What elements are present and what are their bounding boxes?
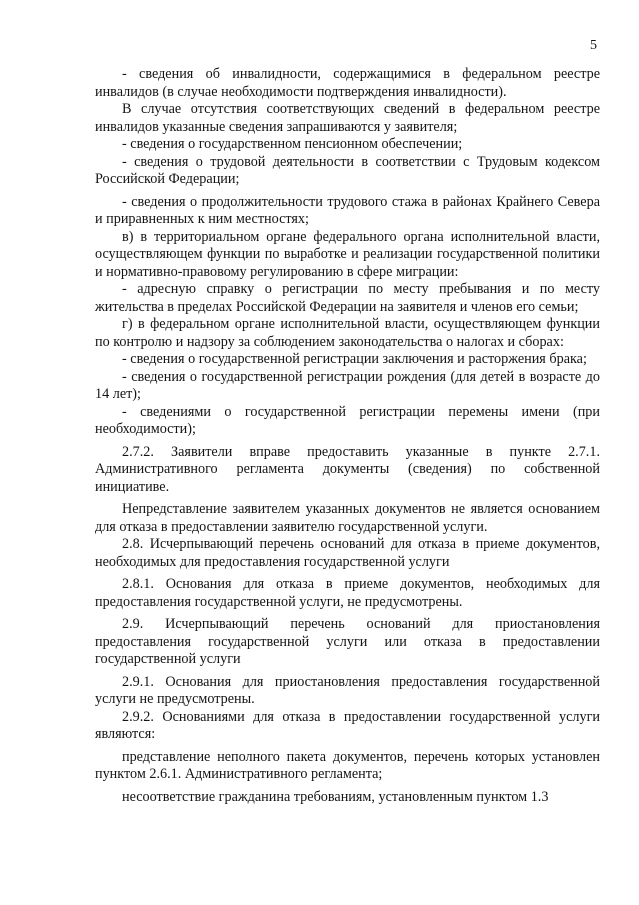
paragraph-2-8: 2.8. Исчерпывающий перечень оснований для отказа в приеме документов, необходимых для предоставления государственной услуги <box>95 536 600 570</box>
paragraph-migration-authority: в) в территориальном органе федерального органа исполнительной власти, осуществляющем функции по выработке и реализации государственной политики и нормативно-правовому регулированию в сфере миграции: <box>95 228 600 280</box>
paragraph-non-submission: Непредставление заявителем указанных документов не является основанием для отказа в предоставлении заявителю государственной услуги. <box>95 501 600 535</box>
paragraph-disability-info: - сведения об инвалидности, содержащимися в федеральном реестре инвалидов (в случае необходимости подтверждения инвалидности). <box>95 66 600 100</box>
paragraph-birth-registration: - сведения о государственной регистрации рождения (для детей в возрасте до 14 лет); <box>95 368 600 402</box>
paragraph-2-9: 2.9. Исчерпывающий перечень оснований для приостановления предоставления государственной услуги или отказа в предоставлении государственной услуги <box>95 616 600 667</box>
paragraph-pension: - сведения о государственном пенсионном обеспечении; <box>122 136 463 152</box>
paragraph-address-certificate: - адресную справку о регистрации по месту пребывания и по месту жительства в пределах Российской Федерации на заявителя и членов его семьи; <box>95 281 600 315</box>
document-body <box>95 66 600 806</box>
paragraph-nonconformity: несоответствие гражданина требованиям, установленным пунктом 1.3 <box>122 788 549 805</box>
paragraph-2-7-2: 2.7.2. Заявители вправе предоставить указанные в пункте 2.7.1. Административного регламента документы (сведения) по собственной инициативе. <box>95 443 600 495</box>
paragraph-labor-activity: - сведения о трудовой деятельности в соответствии с Трудовым кодексом Российской Федерации; <box>95 153 600 187</box>
paragraph-2-9-1: 2.9.1. Основания для приостановления предоставления государственной услуги не предусмотрены. <box>95 673 600 707</box>
paragraph-marriage-registration: - сведения о государственной регистрации заключения и расторжения брака; <box>122 351 587 367</box>
paragraph-tax-authority: г) в федеральном органе исполнительной власти, осуществляющем функции по контролю и надзору за соблюдением законодательства о налогах и сборах: <box>95 316 600 350</box>
paragraph-missing-info: В случае отсутствия соответствующих сведений в федеральном реестре инвалидов указанные сведения запрашиваются у заявителя; <box>95 101 600 135</box>
paragraph-2-8-1: 2.8.1. Основания для отказа в приеме документов, необходимых для предоставления государственной услуги, не предусмотрены. <box>95 576 600 610</box>
paragraph-incomplete-package: представление неполного пакета документов, перечень которых установлен пунктом 2.6.1. Административного регламента; <box>95 748 600 782</box>
paragraph-north-seniority: - сведения о продолжительности трудового стажа в районах Крайнего Севера и приравненных к ним местностях; <box>95 193 600 227</box>
paragraph-2-9-2: 2.9.2. Основаниями для отказа в предоставлении государственной услуги являются: <box>95 708 600 742</box>
paragraph-name-change: - сведениями о государственной регистрации перемены имени (при необходимости); <box>95 403 600 437</box>
page-number: 5 <box>590 38 597 53</box>
